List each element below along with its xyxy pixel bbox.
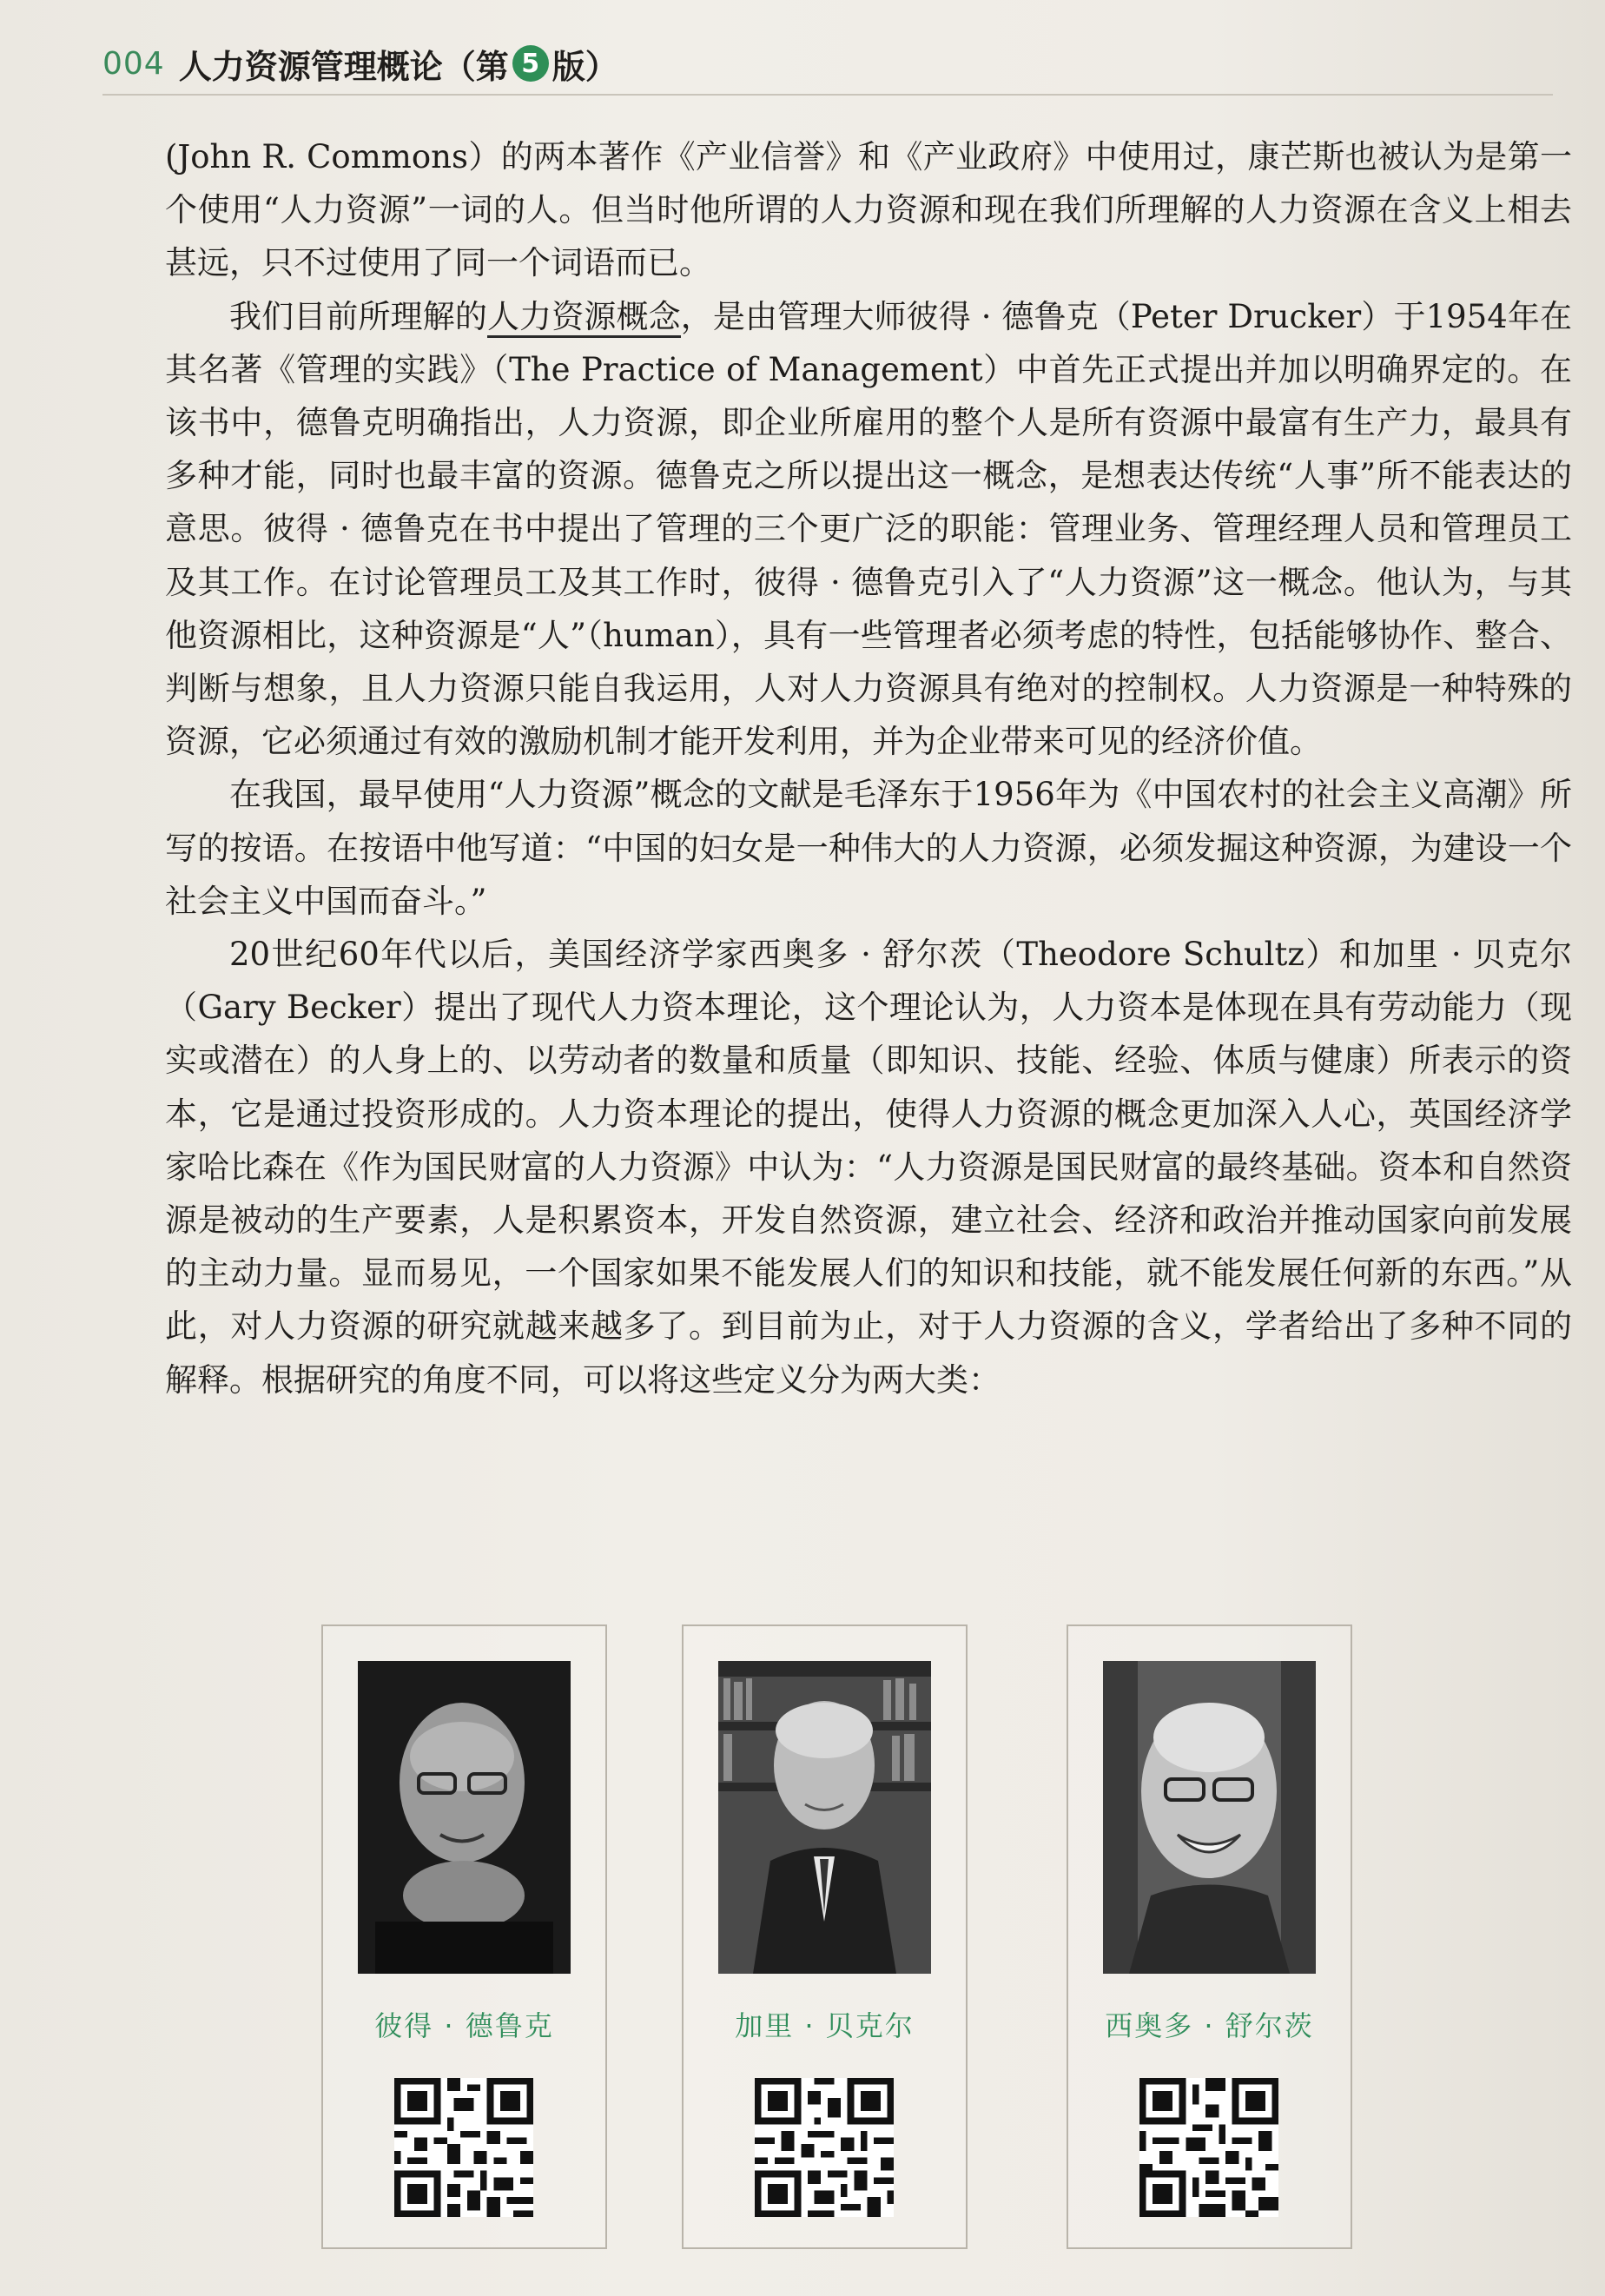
portrait-photo (358, 1661, 571, 1974)
paragraph-text: 我们目前所理解的 (229, 297, 487, 335)
page-header (102, 33, 618, 94)
portrait-photo (718, 1661, 931, 1974)
paragraph-text: (John R. Commons）的两本著作《产业信誉》和《产业政府》中使用过，康芒斯也被认为是第一个使用“人力资源”一词的人。但当时他所谓的人力资源和现在我们所理解的人力资源在含义上相去甚远，只不过使用了同一个词语而已。 (165, 138, 1572, 282)
paragraph-text: 在我国，最早使用“人力资源”概念的文献是毛泽东于1956年为《中国农村的社会主义高潮》所写的按语。在按语中他写道：“中国的妇女是一种伟大的人力资源，必须发掘这种资源，为建设一个社会主义中国而奋斗。” (165, 776, 1572, 920)
person-name: 西奥多 · 舒尔茨 (1105, 2009, 1314, 2042)
paragraph-china (165, 768, 1572, 928)
book-title-suffix: 版） (552, 47, 618, 86)
paragraph-drucker (165, 290, 1572, 769)
figure-card-schultz (1067, 1624, 1352, 2249)
edition-badge: 5 (512, 45, 549, 82)
portrait-photo (1103, 1661, 1316, 1974)
underlined-term: 人力资源概念 (487, 298, 681, 338)
paragraph-text: ，是由管理大师彼得 · 德鲁克（Peter Drucker）于1954年在其名著《管理的实践》（The Practice of Management）中首先正式提出并加以明确界定的。在该书中，德鲁克明确指出，人力资源，即企业所雇用的整个人是所有资源中最富有生产力，最具有多种才能，同时也最丰富的资源。德鲁克之所以提出这一概念，是想表达传统“人事”所不能表达的意思。彼得 · 德鲁克在书中提出了管理的三个更广泛的职能：管理业务、管理经理人员和管理员工及其工作。在讨论管理员工及其工作时，彼得 · 德鲁克引入了“人力资源”这一概念。他认为，与其他资源相比，这种资源是“人”（human），具有一些管理者必须考虑的特性，包括能够协作、整合、判断与想象，且人力资源只能自我运用，人对人力资源具有绝对的控制权。人力资源是一种特殊的资源，它必须通过有效的激励机制才能开发利用，并为企业带来可见的经济价值。 (165, 297, 1573, 761)
paragraph-continuation (165, 130, 1572, 290)
qr-code[interactable] (755, 2078, 894, 2217)
book-title-text: 人力资源管理概论（第 (178, 47, 509, 86)
person-name: 彼得 · 德鲁克 (374, 2009, 554, 2042)
header-divider (102, 94, 1553, 96)
qr-code[interactable] (1139, 2078, 1278, 2217)
page-number: 004 (102, 45, 165, 82)
qr-code[interactable] (394, 2078, 533, 2217)
book-title (179, 40, 618, 88)
paragraph-human-capital (165, 928, 1572, 1406)
figure-card-becker (682, 1624, 968, 2249)
body-text (165, 130, 1572, 1406)
portrait-figures (321, 1624, 1381, 2250)
person-name: 加里 · 贝克尔 (735, 2009, 915, 2042)
figure-card-drucker (321, 1624, 607, 2249)
paragraph-text: 20世纪60年代以后，美国经济学家西奥多 · 舒尔茨（Theodore Schultz）和加里 · 贝克尔（Gary Becker）提出了现代人力资本理论，这个理论认为，人力资本是体现在具有劳动能力（现实或潜在）的人身上的、以劳动者的数量和质量（即知识、技能、经验、体质与健康）所表示的资本，它是通过投资形成的。人力资本理论的提出，使得人力资源的概念更加深入人心，英国经济学家哈比森在《作为国民财富的人力资源》中认为：“人力资源是国民财富的最终基础。资本和自然资源是被动的生产要素，人是积累资本，开发自然资源，建立社会、经济和政治并推动国家向前发展的主动力量。显而易见，一个国家如果不能发展人们的知识和技能，就不能发展任何新的东西。”从此，对人力资源的研究就越来越多了。到目前为止，对于人力资源的含义，学者给出了多种不同的解释。根据研究的角度不同，可以将这些定义分为两大类： (165, 936, 1572, 1399)
